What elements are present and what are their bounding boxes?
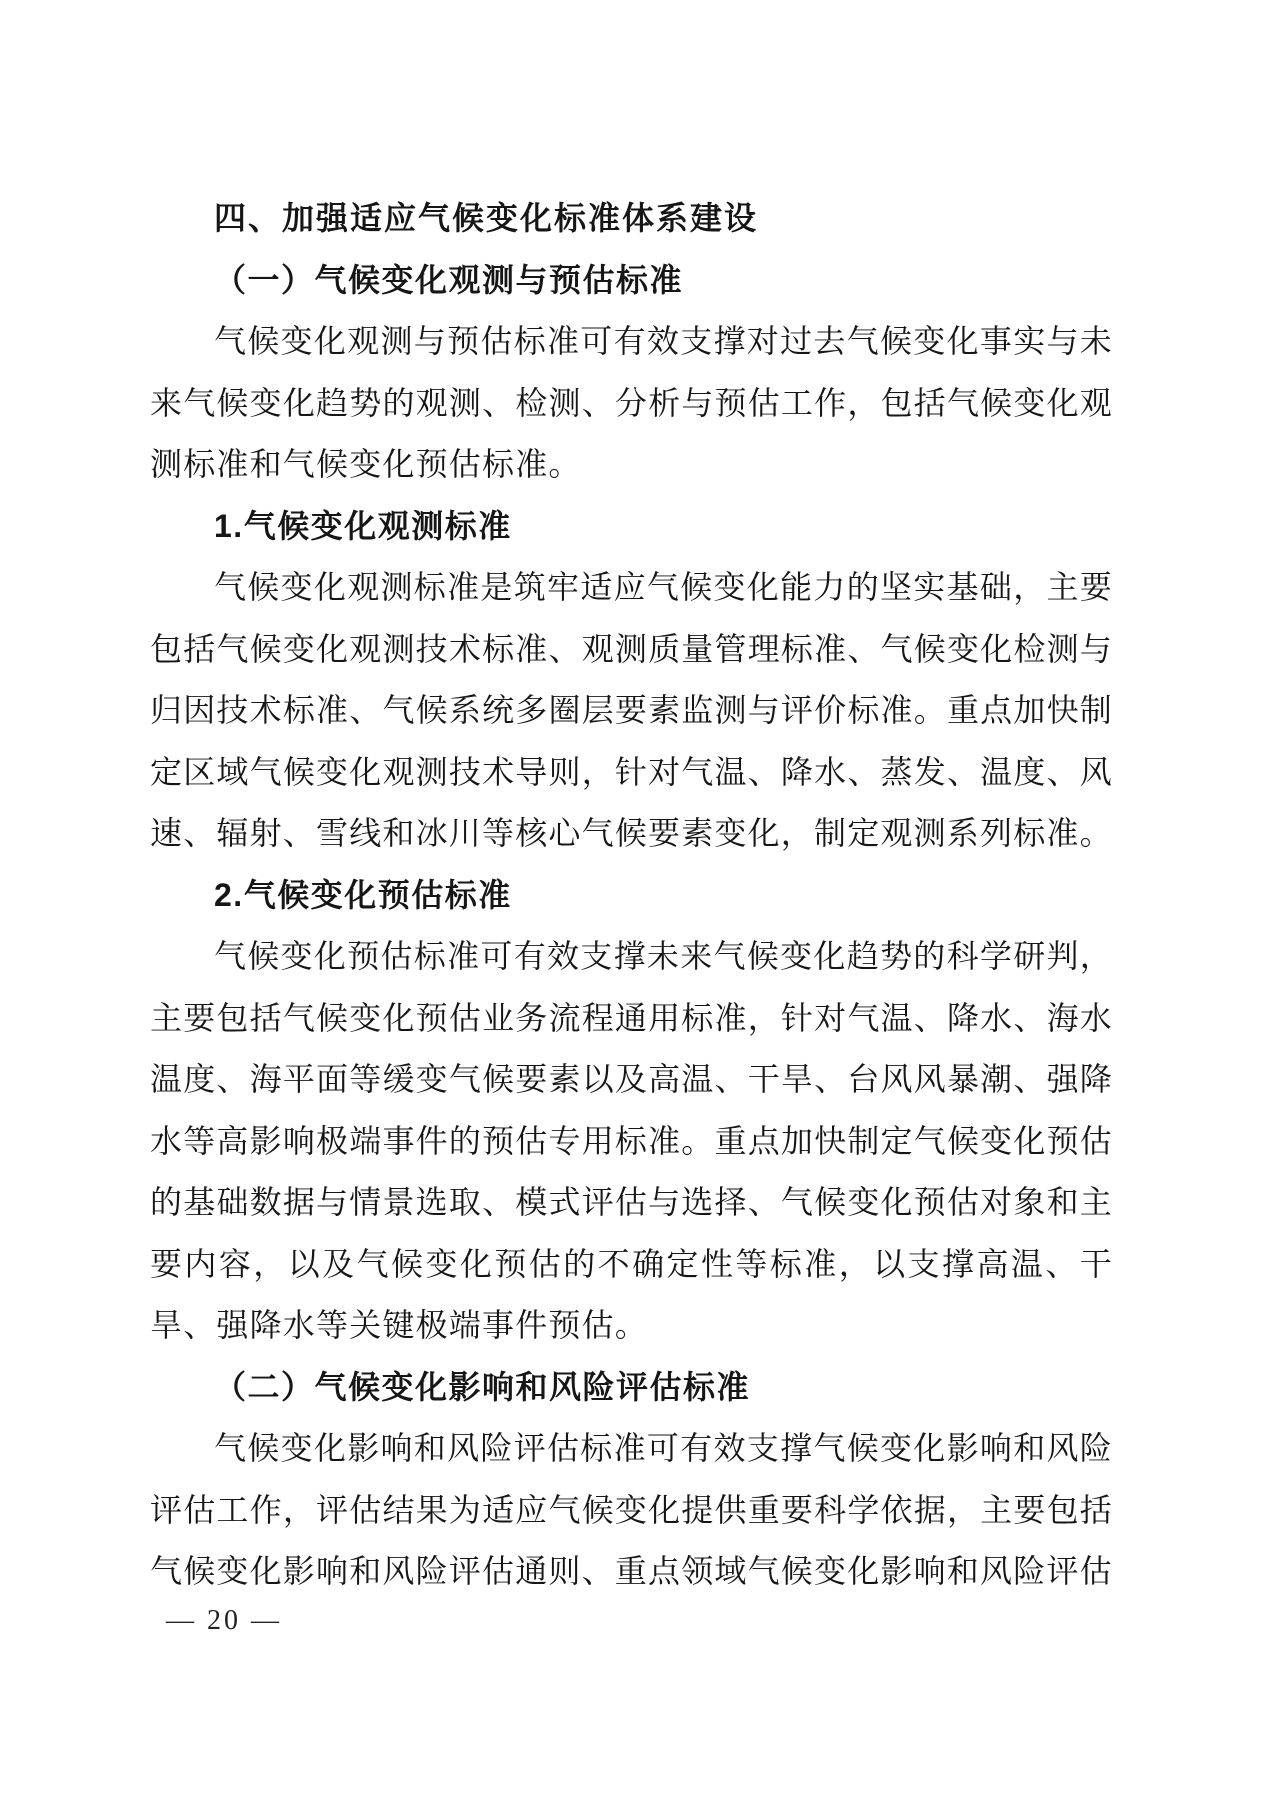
document-body: [150, 188, 1113, 1603]
paragraph-observation-standards: 气候变化观测标准是筑牢适应气候变化能力的坚实基础，主要包括气候变化观测技术标准、观测质量管理标准、气候变化检测与归因技术标准、气候系统多圈层要素监测与评价标准。重点加快制定区域气候变化观测技术导则，针对气温、降水、蒸发、温度、风速、辐射、雪线和冰川等核心气候要素变化，制定观测系列标准。: [150, 569, 1113, 851]
paragraph-observation-overview: 气候变化观测与预估标准可有效支撑对过去气候变化事实与未来气候变化趋势的观测、检测、分析与预估工作，包括气候变化观测标准和气候变化预估标准。: [150, 323, 1113, 482]
page-number: — 20 —: [166, 1605, 282, 1636]
paragraph-risk-assessment: 气候变化影响和风险评估标准可有效支撑气候变化影响和风险评估工作，评估结果为适应气候变化提供重要科学依据，主要包括气候变化影响和风险评估通则、重点领域气候变化影响和风险评估: [150, 1430, 1113, 1589]
subsection-heading-1: （一）气候变化观测与预估标准: [214, 261, 684, 298]
numbered-heading-1: 1.气候变化观测标准: [214, 507, 512, 544]
paragraph-projection-standards: 气候变化预估标准可有效支撑未来气候变化趋势的科学研判，主要包括气候变化预估业务流程通用标准，针对气温、降水、海水温度、海平面等缓变气候要素以及高温、干旱、台风风暴潮、强降水等高影响极端事件的预估专用标准。重点加快制定气候变化预估的基础数据与情景选取、模式评估与选择、气候变化预估对象和主要内容，以及气候变化预估的不确定性等标准，以支撑高温、干旱、强降水等关键极端事件预估。: [150, 938, 1113, 1343]
numbered-heading-2: 2.气候变化预估标准: [214, 876, 512, 913]
section-heading-4: 四、加强适应气候变化标准体系建设: [214, 200, 759, 236]
subsection-heading-2: （二）气候变化影响和风险评估标准: [214, 1368, 751, 1405]
